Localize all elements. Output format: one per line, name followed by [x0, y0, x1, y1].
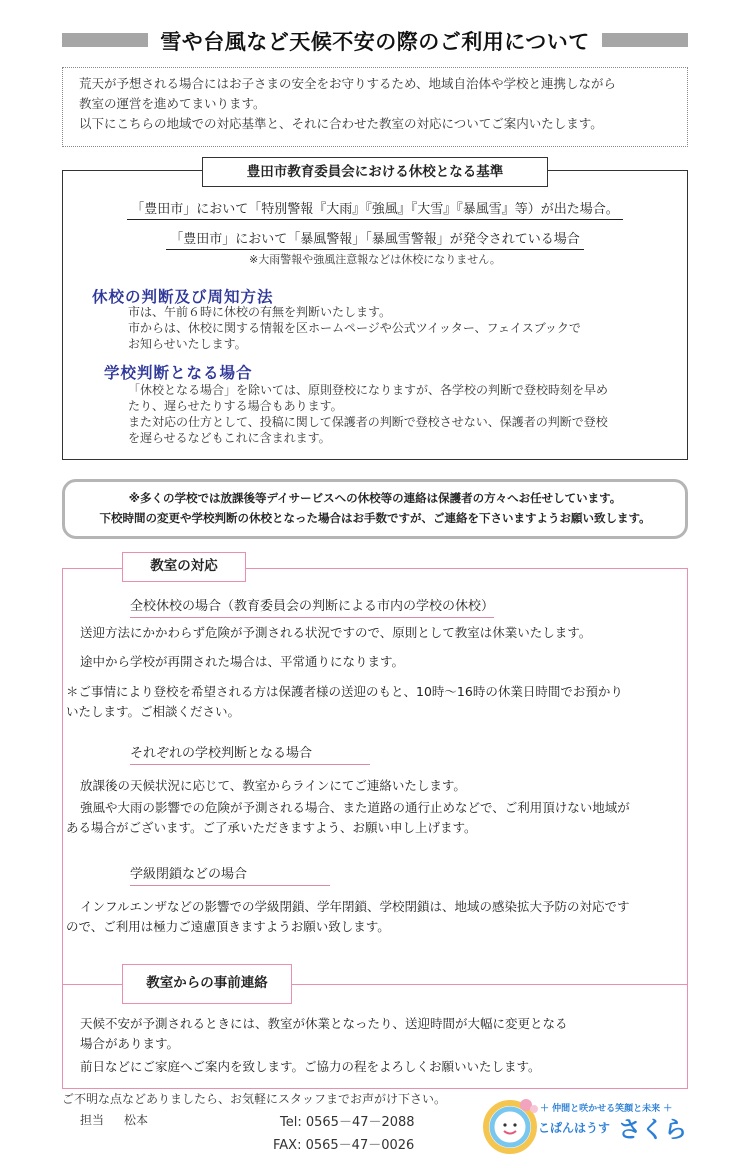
case-line: ので、ご利用は極力ご遠慮頂きますようお願い致します。 — [66, 919, 390, 934]
section-line: を遅らせるなどもこれに含まれます。 — [128, 431, 331, 445]
advance-line: 前日などにご家庭へご案内を致します。ご協力の程をよろしくお願いいたします。 — [80, 1059, 541, 1074]
criteria-line-2-text: 「豊田市」において「暴風警報」「暴風雪警報」が発令されている場合 — [166, 232, 584, 250]
advance-line: 場合があります。 — [80, 1036, 180, 1051]
criteria-line-1 — [62, 198, 688, 217]
logo-name-small: こぱんはうす — [538, 1121, 611, 1135]
case-line: 放課後の天候状況に応じて、教室からラインにてご連絡いたします。 — [80, 778, 466, 793]
section-line: また対応の仕方として、投稿に関して保護者の判断で登校させない、保護者の判断で登校 — [128, 415, 608, 429]
case-text-school-judgement-1 — [80, 776, 466, 796]
contact-note: ご不明な点などありましたら、お気軽にスタッフまでお声がけ下さい。 — [62, 1092, 447, 1106]
case-line: ある場合がございます。ご了承いただきますよう、お願い申し上げます。 — [66, 820, 477, 835]
advance-line: 天候不安が予測されるときには、教室が休業となったり、送迎時間が大幅に変更となる — [80, 1016, 568, 1031]
case-line: インフルエンザなどの影響での学級閉鎖、学年閉鎖、学校閉鎖は、地域の感染拡大予防の対応です — [80, 899, 630, 914]
notice-box — [62, 479, 688, 539]
case-heading-school-judgement: それぞれの学校判断となる場合 — [130, 742, 370, 765]
intro-line: 教室の運営を進めてまいります。 — [79, 96, 266, 111]
section-title-judgement: 休校の判断及び周知方法 — [92, 288, 274, 306]
case-line: いたします。ご相談ください。 — [66, 704, 241, 719]
case-heading-class-closure: 学級閉鎖などの場合 — [130, 863, 330, 886]
advance-tab: 教室からの事前連絡 — [122, 964, 292, 1004]
criteria-note: ※大雨警報や強風注意報などは休校になりません。 — [249, 253, 501, 266]
fax-number: FAX: 0565－47－0026 — [273, 1138, 415, 1153]
section-title-school: 学校判断となる場合 — [104, 364, 253, 382]
case-heading-all-school: 全校休校の場合（教育委員会の判断による市内の学校の休校） — [130, 595, 494, 618]
section-line: 市からは、休校に関する情報を区ホームページや公式ツイッター、フェイスブックで — [128, 321, 581, 335]
case-line: ＊ご事情により登校を希望される方は保護者様の送迎のもと、10時～16時の休業日時間でお預かり — [66, 684, 623, 699]
section-line: 「休校となる場合」を除いては、原則登校になりますが、各学校の判断で登校時刻を早め — [128, 383, 609, 397]
section-body-judgement — [128, 304, 581, 352]
staff-label: 担当 — [80, 1113, 105, 1127]
criteria-line-1-text: 「豊田市」において「特別警報『大雨』『強風』『大雪』『暴風雪』等）が出た場合。 — [127, 202, 623, 220]
case-line: 強風や大雨の影響での危険が予測される場合、また道路の通行止めなどで、ご利用頂けない地域が — [80, 800, 630, 815]
rainbow-face-icon — [482, 1095, 542, 1155]
tel-number: Tel: 0565－47－2088 — [280, 1115, 415, 1130]
section-line: 市は、午前６時に休校の有無を判断いたします。 — [128, 305, 392, 319]
section-body-school — [128, 382, 608, 446]
classroom-tab: 教室の対応 — [122, 552, 246, 582]
case-text-note — [66, 682, 623, 722]
case-text-all-school — [80, 623, 591, 643]
page-title: 雪や台風など天候不安の際のご利用について — [160, 30, 590, 54]
case-line: 途中から学校が再開された場合は、平常通りになります。 — [80, 654, 405, 669]
case-text-class-closure — [66, 897, 630, 937]
advance-text — [80, 1014, 568, 1077]
staff-name: 松本 — [124, 1113, 149, 1127]
sakura-logo — [482, 1095, 692, 1155]
criteria-heading: 豊田市教育委員会における休校となる基準 — [202, 157, 548, 187]
notice-line: ※多くの学校では放課後等デイサービスへの休校等の連絡は保護者の方々へお任せしています。 — [128, 491, 622, 505]
case-line: 送迎方法にかかわらず危険が予測される状況ですので、原則として教室は休業いたします。 — [80, 625, 592, 640]
intro-line: 荒天が予想される場合にはお子さまの安全をお守りするため、地域自治体や学校と連携しながら — [79, 76, 617, 91]
case-text-school-judgement-2 — [66, 798, 630, 838]
section-line: たり、遅らせたりする場合もあります。 — [128, 399, 343, 413]
logo-tagline: ＋ 仲間と咲かせる笑顔と未来 ＋ — [540, 1104, 673, 1114]
intro-box — [62, 67, 688, 147]
logo-name-large: さくら — [618, 1117, 687, 1143]
criteria-line-2 — [62, 228, 688, 247]
intro-line: 以下にこちらの地域での対応基準と、それに合わせた教室の対応についてご案内いたします。 — [79, 116, 603, 131]
notice-line: 下校時間の変更や学校判断の休校となった場合はお手数ですが、ご連絡を下さいますようお願い致します。 — [99, 511, 651, 525]
case-text-reopen — [80, 652, 404, 672]
section-line: お知らせいたします。 — [128, 337, 247, 351]
